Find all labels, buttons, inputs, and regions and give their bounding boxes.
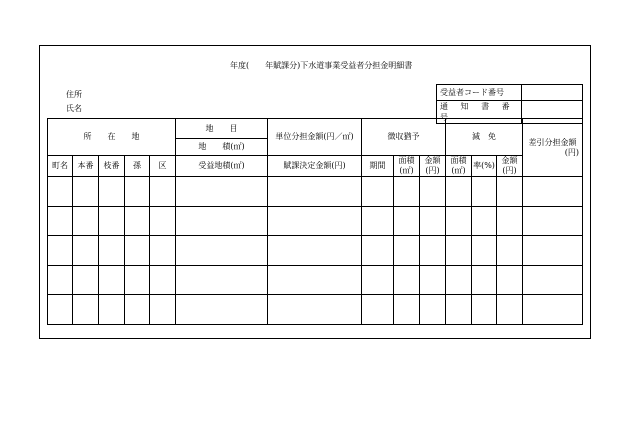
branch-number-header: 枝番 [99, 156, 125, 177]
table-cell[interactable] [523, 265, 583, 295]
table-cell[interactable] [99, 295, 125, 325]
table-cell[interactable] [420, 295, 446, 325]
table-row [48, 236, 583, 266]
table-cell[interactable] [125, 295, 150, 325]
table-cell[interactable] [125, 265, 150, 295]
table-cell[interactable] [394, 295, 420, 325]
table-row [48, 265, 583, 295]
table-cell[interactable] [73, 295, 99, 325]
table-cell[interactable] [523, 236, 583, 266]
table-cell[interactable] [497, 236, 523, 266]
table-cell[interactable] [446, 295, 472, 325]
deferral-area-header: 面積(㎡) [394, 156, 420, 177]
ward-header: 区 [150, 156, 176, 177]
area-header: 地 積(㎡) [176, 139, 268, 156]
table-cell[interactable] [420, 236, 446, 266]
table-cell[interactable] [99, 206, 125, 236]
table-cell[interactable] [48, 177, 73, 207]
table-cell[interactable] [446, 177, 472, 207]
collection-deferral-header: 徴収猶予 [362, 119, 446, 156]
sub-lot-header: 孫 [125, 156, 150, 177]
table-cell[interactable] [150, 206, 176, 236]
table-cell[interactable] [150, 295, 176, 325]
table-row [48, 206, 583, 236]
location-header: 所 在 地 [48, 119, 176, 156]
table-cell[interactable] [394, 177, 420, 207]
land-category-header: 地 目 [176, 119, 268, 139]
table-cell[interactable] [394, 265, 420, 295]
table-row [48, 177, 583, 207]
beneficiary-code-field[interactable] [522, 85, 583, 101]
table-cell[interactable] [394, 236, 420, 266]
table-cell[interactable] [420, 206, 446, 236]
table-cell[interactable] [99, 236, 125, 266]
table-cell[interactable] [99, 177, 125, 207]
town-header: 町名 [48, 156, 73, 177]
table-cell[interactable] [446, 236, 472, 266]
table-cell[interactable] [497, 177, 523, 207]
detail-table [47, 118, 583, 325]
table-cell[interactable] [523, 295, 583, 325]
table-cell[interactable] [125, 206, 150, 236]
table-cell[interactable] [99, 265, 125, 295]
table-cell[interactable] [446, 265, 472, 295]
table-cell[interactable] [420, 177, 446, 207]
form-title: 年度( 年賦課分)下水道事業受益者分担金明細書 [230, 61, 413, 70]
net-amount-label: 差引分担金額 [528, 137, 577, 147]
assessed-amount-header: 賦課決定金額(円) [268, 156, 362, 177]
table-cell[interactable] [48, 295, 73, 325]
name-label: 氏名 [66, 104, 82, 113]
table-cell[interactable] [472, 206, 497, 236]
table-cell[interactable] [176, 206, 268, 236]
table-cell[interactable] [48, 236, 73, 266]
table-cell[interactable] [362, 295, 394, 325]
table-cell[interactable] [125, 236, 150, 266]
exemption-area-header: 面積(㎡) [446, 156, 472, 177]
table-cell[interactable] [73, 236, 99, 266]
table-cell[interactable] [394, 206, 420, 236]
table-cell[interactable] [150, 236, 176, 266]
table-cell[interactable] [420, 265, 446, 295]
table-cell[interactable] [268, 206, 362, 236]
table-cell[interactable] [125, 177, 150, 207]
beneficiary-code-label: 受益者コード番号 [437, 85, 522, 101]
unit-charge-header: 単位分担金額(円／㎡) [268, 119, 362, 156]
table-cell[interactable] [150, 177, 176, 207]
main-number-header: 本番 [73, 156, 99, 177]
table-cell[interactable] [176, 236, 268, 266]
table-cell[interactable] [497, 295, 523, 325]
table-cell[interactable] [176, 265, 268, 295]
table-cell[interactable] [362, 177, 394, 207]
table-cell[interactable] [73, 177, 99, 207]
table-cell[interactable] [523, 177, 583, 207]
table-cell[interactable] [472, 295, 497, 325]
table-cell[interactable] [150, 265, 176, 295]
table-cell[interactable] [523, 206, 583, 236]
table-cell[interactable] [472, 265, 497, 295]
deferral-amount-header: 金額(円) [420, 156, 446, 177]
exemption-rate-header: 率(%) [472, 156, 497, 177]
table-cell[interactable] [268, 295, 362, 325]
table-cell[interactable] [73, 265, 99, 295]
benefit-area-header: 受益地積(㎡) [176, 156, 268, 177]
table-cell[interactable] [472, 177, 497, 207]
table-cell[interactable] [497, 206, 523, 236]
table-cell[interactable] [48, 206, 73, 236]
table-cell[interactable] [472, 236, 497, 266]
table-cell[interactable] [362, 206, 394, 236]
table-cell[interactable] [176, 295, 268, 325]
table-cell[interactable] [362, 265, 394, 295]
notice-number-label: 通 知 書 番 号 [437, 101, 522, 124]
net-amount-header [523, 119, 583, 177]
table-cell[interactable] [446, 206, 472, 236]
net-amount-unit: (円) [564, 147, 579, 157]
table-cell[interactable] [362, 236, 394, 266]
exemption-header: 減 免 [446, 119, 523, 156]
table-cell[interactable] [176, 177, 268, 207]
table-cell[interactable] [268, 265, 362, 295]
table-row [48, 295, 583, 325]
table-cell[interactable] [268, 236, 362, 266]
table-cell[interactable] [497, 265, 523, 295]
table-cell[interactable] [73, 206, 99, 236]
table-cell[interactable] [48, 265, 73, 295]
address-label: 住所 [66, 90, 82, 99]
exemption-amount-header: 金額(円) [497, 156, 523, 177]
period-header: 期間 [362, 156, 394, 177]
table-cell[interactable] [268, 177, 362, 207]
